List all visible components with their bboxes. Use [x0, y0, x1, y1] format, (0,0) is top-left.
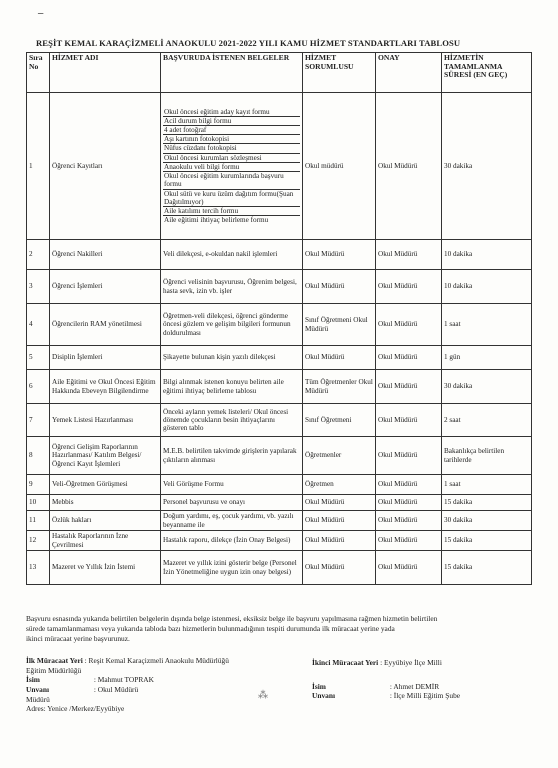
table-row	[27, 404, 532, 437]
first-isim-value: : Mahmut TOPRAK	[93, 675, 154, 685]
doc-item: Okul öncesi kurumları sözleşmesi	[163, 154, 300, 163]
row-no: 12	[27, 531, 50, 551]
row-onay: Okul Müdürü	[376, 437, 442, 475]
row-no: 8	[27, 437, 50, 475]
row-sorumlu: Okul Müdürü	[303, 495, 376, 511]
note-line: sürede tamamlanmaması veya yukarıda tabloda bazı hizmetlerin bulunmadığının tespiti durumunda ilk müracaat yerine yada	[26, 623, 395, 633]
table-row	[27, 475, 532, 495]
row-no: 4	[27, 304, 50, 346]
row-sure: 30 dakika	[442, 370, 532, 404]
doc-item: Nüfus cüzdanı fotokopisi	[163, 144, 300, 153]
first-adres: Adres: Yenice /Merkez/Eyyübiye	[26, 704, 125, 714]
row-sorumlu: Tüm Öğretmenler Okul Müdürü	[303, 370, 376, 404]
header-belgeler: BAŞVURUDA İSTENEN BELGELER	[161, 53, 303, 93]
row-sure: Bakanlıkça belirtilen tarihlerde	[442, 437, 532, 475]
row-sorumlu: Okul Müdürü	[303, 531, 376, 551]
row-sure: 15 dakika	[442, 531, 532, 551]
row-name: Öğrenci Gelişim Raporlarının Hazırlanması/ Katılım Belgesi/ Öğrenci Kayıt İşlemleri	[50, 437, 161, 475]
table-row	[27, 93, 532, 240]
service-standards-table	[26, 52, 532, 585]
row-no: 6	[27, 370, 50, 404]
second-value: : Eyyübiye İlçe Milli	[380, 658, 442, 667]
table-row	[27, 531, 532, 551]
doc-item: 4 adet fotoğraf	[163, 126, 300, 135]
row-sorumlu: Okul Müdürü	[303, 346, 376, 370]
row-name: Hastalık Raporlarının İzne Çevrilmesi	[50, 531, 161, 551]
row-sorumlu: Sınıf Öğretmeni Okul Müdürü	[303, 304, 376, 346]
doc-item: Okul sütü ve kuru üzüm dağıtım formu(Şuan Dağıtılmıyor)	[163, 190, 300, 207]
table-row	[27, 304, 532, 346]
row-onay: Okul Müdürü	[376, 404, 442, 437]
row-docs: Mazeret ve yıllık izini gösterir belge (Personel İzin Yönetmeliğine uygun izin onay belgesi)	[161, 551, 303, 585]
table-row	[27, 437, 532, 475]
second-label: İkinci Müracaat Yeri	[312, 658, 379, 667]
second-isim-label: İsim	[312, 681, 326, 691]
row-sure: 1 saat	[442, 475, 532, 495]
doc-item: Anaokulu veli bilgi formu	[163, 163, 300, 172]
row-no: 13	[27, 551, 50, 585]
row-docs: Şikayette bulunan kişin yazılı dilekçesi	[161, 346, 303, 370]
first-unvan-extra: Müdürü	[26, 694, 50, 704]
doc-item: Okul öncesi eğitim aday kayıt formu	[163, 108, 300, 117]
first-label-2: Eğitim Müdürlüğü	[26, 665, 82, 675]
table-row	[27, 346, 532, 370]
second-application-block	[312, 658, 460, 701]
row-name: Disiplin İşlemleri	[50, 346, 161, 370]
row-no: 10	[27, 495, 50, 511]
row-sure: 1 saat	[442, 304, 532, 346]
row-docs: Veli dilekçesi, e-okuldan nakil işlemleri	[161, 240, 303, 270]
table-row	[27, 551, 532, 585]
table-row	[27, 495, 532, 511]
header-sorumlu: HİZMET SORUMLUSU	[303, 53, 376, 93]
document-title: REŞİT KEMAL KARAÇİZMELİ ANAOKULU 2021-2022 YILI KAMU HİZMET STANDARTLARI TABLOSU	[36, 38, 461, 48]
row-name: Öğrenci İşlemleri	[50, 270, 161, 304]
row-onay: Okul Müdürü	[376, 370, 442, 404]
row-no: 11	[27, 511, 50, 531]
second-unvan-label: Unvanı	[312, 691, 336, 701]
row-docs: Veli Görüşme Formu	[161, 475, 303, 495]
note-line: Başvuru esnasında yukarıda belirtilen belgelerin dışında belge istenmesi, eksiksiz belge ile başvuru yapılmasına rağmen hizmetin belirtilen	[26, 614, 438, 623]
row-no: 7	[27, 404, 50, 437]
row-name: Mebbis	[50, 495, 161, 511]
header-onay: ONAY	[376, 53, 442, 93]
row-name: Veli-Öğretmen Görüşmesi	[50, 475, 161, 495]
row-name: Aile Eğitimi ve Okul Öncesi Eğitim Hakkında Ebeveyn Bilgilendirme	[50, 370, 161, 404]
row-sure: 1 gün	[442, 346, 532, 370]
row-docs: Bilgi alınmak istenen konuyu belirten aile eğitimi ihtiyaç belirleme tablosu	[161, 370, 303, 404]
table-row	[27, 270, 532, 304]
row-onay: Okul Müdürü	[376, 93, 442, 240]
doc-item: Aile katılımı tercih formu	[163, 207, 300, 216]
row-sorumlu: Okul Müdürü	[303, 270, 376, 304]
row-sorumlu: Öğretmenler	[303, 437, 376, 475]
row-onay: Okul Müdürü	[376, 270, 442, 304]
row-sure: 15 dakika	[442, 551, 532, 585]
second-isim-value: : Ahmet DEMİR	[389, 681, 440, 691]
table-row	[27, 370, 532, 404]
table-row	[27, 511, 532, 531]
first-unvan-value: : Okul Müdürü	[93, 684, 139, 694]
notes-paragraph	[26, 614, 531, 644]
row-docs-list	[161, 93, 303, 240]
first-unvan-label: Unvanı	[26, 684, 50, 694]
row-sorumlu: Sınıf Öğretmeni	[303, 404, 376, 437]
row-onay: Okul Müdürü	[376, 475, 442, 495]
seal-mark: ⁂	[258, 690, 268, 701]
first-isim-label: İsim	[26, 675, 40, 685]
row-no: 1	[27, 93, 50, 240]
row-sure: 30 dakika	[442, 511, 532, 531]
corner-mark: ــ	[38, 6, 44, 16]
row-sorumlu: Okul müdürü	[303, 93, 376, 240]
header-sure: HİZMETİN TAMAMLANMA SÜRESİ (EN GEÇ)	[442, 53, 532, 93]
header-sira: Sıra No	[27, 53, 50, 93]
row-onay: Okul Müdürü	[376, 511, 442, 531]
first-label: İlk Müracaat Yeri	[26, 656, 83, 665]
row-docs: Hastalık raporu, dilekçe (İzin Onay Belgesi)	[161, 531, 303, 551]
row-sure: 10 dakika	[442, 270, 532, 304]
row-onay: Okul Müdürü	[376, 304, 442, 346]
row-sure: 30 dakika	[442, 93, 532, 240]
row-docs: M.E.B. belirtilen takvimde girişlerin yapılarak çıktıların alınması	[161, 437, 303, 475]
row-sure: 10 dakika	[442, 240, 532, 270]
doc-item: Aile eğitimi ihtiyaç belirleme formu	[164, 216, 269, 225]
row-onay: Okul Müdürü	[376, 495, 442, 511]
first-value: : Reşit Kemal Karaçizmeli Anaokulu Müdürlüğü	[84, 656, 229, 665]
row-name: Özlük hakları	[50, 511, 161, 531]
row-sorumlu: Okul Müdürü	[303, 511, 376, 531]
row-sure: 2 saat	[442, 404, 532, 437]
table-row	[27, 240, 532, 270]
row-name: Yemek Listesi Hazırlanması	[50, 404, 161, 437]
row-docs: Doğum yardımı, eş, çocuk yardımı, vb. yazılı beyanname ile	[161, 511, 303, 531]
row-sorumlu: Öğretmen	[303, 475, 376, 495]
row-name: Öğrenci Nakilleri	[50, 240, 161, 270]
doc-item: Acil durum bilgi formu	[163, 117, 300, 126]
row-sorumlu: Okul Müdürü	[303, 240, 376, 270]
doc-item: Okul öncesi eğitim kurumlarında başvuru formu	[163, 172, 300, 189]
second-unvan-value: : İlçe Milli Eğitim Şube	[389, 691, 461, 701]
row-sorumlu: Okul Müdürü	[303, 551, 376, 585]
first-application-block	[26, 656, 229, 714]
row-onay: Okul Müdürü	[376, 531, 442, 551]
row-no: 2	[27, 240, 50, 270]
row-onay: Okul Müdürü	[376, 551, 442, 585]
row-onay: Okul Müdürü	[376, 240, 442, 270]
doc-item: Aşı kartının fotokopisi	[163, 135, 300, 144]
row-docs: Öğretmen-veli dilekçesi, öğrenci gönderme öncesi gözlem ve gelişim bilgileri formunun doldurulması	[161, 304, 303, 346]
row-no: 5	[27, 346, 50, 370]
row-no: 9	[27, 475, 50, 495]
row-name: Öğrenci Kayıtları	[50, 93, 161, 240]
row-name: Mazeret ve Yıllık İzin İstemi	[50, 551, 161, 585]
row-name: Öğrencilerin RAM yönetilmesi	[50, 304, 161, 346]
row-docs: Önceki ayların yemek listeleri/ Okul öncesi dönemde çocukların besin ihtiyaçlarını gösteren tablo	[161, 404, 303, 437]
header-hizmet: HİZMET ADI	[50, 53, 161, 93]
row-docs: Personel başvurusu ve onayı	[161, 495, 303, 511]
row-no: 3	[27, 270, 50, 304]
note-line: ikinci müracaat yerine başvurunuz.	[26, 633, 130, 643]
row-onay: Okul Müdürü	[376, 346, 442, 370]
row-sure: 15 dakika	[442, 495, 532, 511]
table-header-row	[27, 53, 532, 93]
row-docs: Öğrenci velisinin başvurusu, Öğrenim belgesi, hasta sevk, izin vb. işler	[161, 270, 303, 304]
